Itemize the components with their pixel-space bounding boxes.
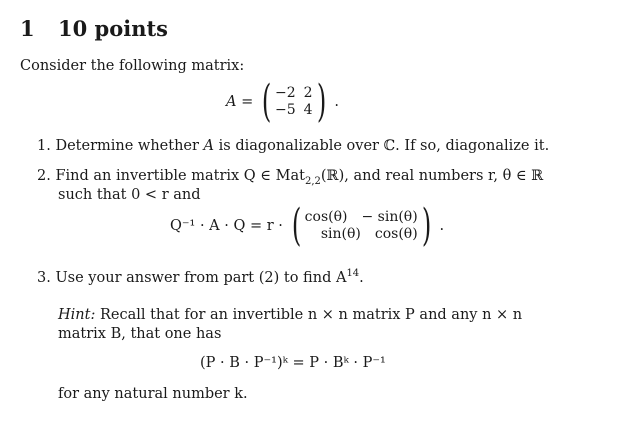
rotation-cell: sin(θ) [320,226,361,242]
item-2-sub: 2,2 [304,175,321,187]
matrix-a-display [226,76,339,127]
matrix-a-period: . [334,94,339,110]
item-2-line1: Find an invertible matrix Q ∈ Mat [55,168,305,184]
hint-label: Hint: [58,307,96,323]
item-3-end: . [359,269,364,286]
item-3 [37,268,364,286]
matrix-a-cell: 2 [303,85,313,101]
matrix-a [275,85,313,119]
rotation-equation [170,200,445,251]
rotation-cell: cos(θ) [374,226,418,242]
problem-number: 1 [20,16,35,41]
right-paren: ) [421,200,432,251]
hint-line-1 [58,307,522,323]
item-number: 1. [37,138,51,154]
right-paren: ) [316,76,326,127]
rotation-cell: − sin(θ) [361,209,418,225]
intro-text: Consider the following matrix: [20,58,245,74]
item-3-exponent: 14 [346,268,360,279]
left-paren: ( [291,200,301,251]
item-1-post: is diagonalizable over ℂ. If so, diagonalize it. [214,138,550,154]
item-number: 3. [37,269,51,286]
item-1-pre: Determine whether [55,138,204,154]
item-number: 2. [37,168,51,184]
rotation-lhs: Q⁻¹ · A · Q = r · [170,218,283,234]
hint-line-2: matrix B, that one has [58,326,222,342]
item-2-line2: such that 0 < r and [58,187,201,203]
item-3-text: Use your answer from part (2) to find A [55,269,347,286]
item-1 [37,138,549,154]
rotation-cell: cos(θ) [304,209,348,225]
left-paren: ( [261,76,272,127]
matrix-a-cell: −2 [275,85,296,101]
problem-heading [20,16,168,41]
hint-footer: for any natural number k. [58,386,248,402]
rotation-period: . [439,218,445,234]
problem-points: 10 points [58,16,168,41]
item-1-var: A [203,138,215,154]
hint-formula: (P · B · P⁻¹)ᵏ = P · Bᵏ · P⁻¹ [200,355,386,371]
rotation-matrix [305,209,418,243]
hint-text-1: Recall that for an invertible n × n matrix P and any n × n [99,307,523,323]
item-2-line1-rest: (ℝ), and real numbers r, θ ∈ ℝ [320,168,544,184]
matrix-a-cell: −5 [275,102,296,118]
matrix-a-label: A = [226,94,254,110]
matrix-a-cell: 4 [303,102,313,118]
item-2 [37,168,543,187]
